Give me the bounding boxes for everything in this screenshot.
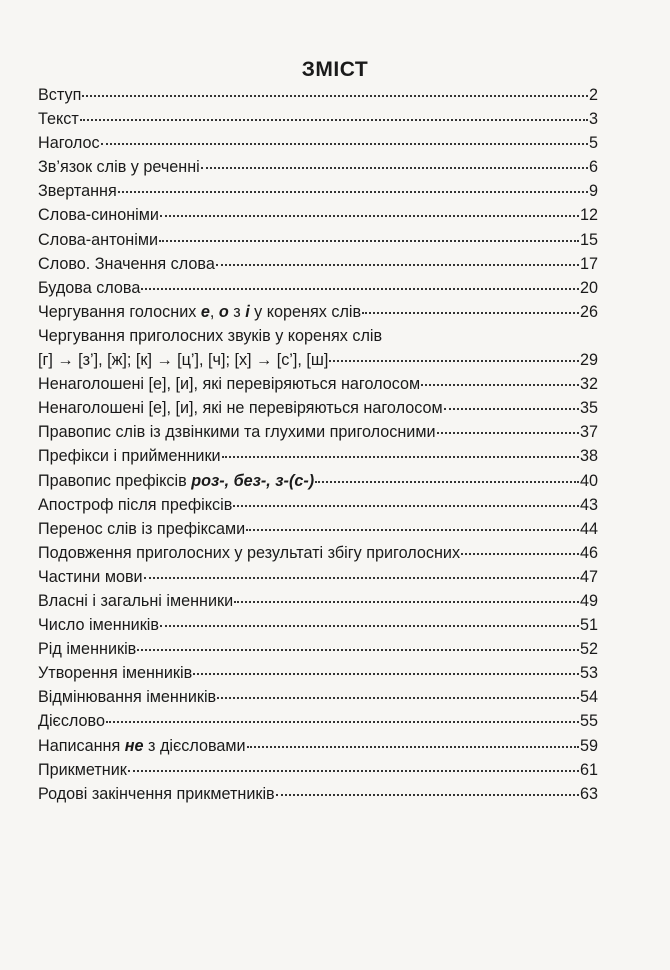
toc-entry-page: 63 <box>579 784 598 803</box>
toc-entry <box>38 616 598 640</box>
toc-entry-page: 47 <box>579 567 598 586</box>
leader-dots <box>118 191 588 193</box>
toc-entry-page: 35 <box>579 399 598 418</box>
toc-entry-label: Рід іменників <box>38 640 137 659</box>
toc-entry-page: 51 <box>579 616 598 635</box>
toc-entry-page: 61 <box>579 760 598 779</box>
toc-entry-label: Подовження приголосних у результаті збігу приголосних <box>38 543 461 562</box>
toc-entry <box>38 158 598 182</box>
leader-dots <box>106 721 579 723</box>
toc-entry-page: 20 <box>579 278 598 297</box>
toc-entry <box>38 664 598 688</box>
toc-entry-label: Родові закінчення прикметників <box>38 784 275 803</box>
toc-entry-label: Чергування приголосних звуків у коренях слів <box>38 326 383 345</box>
toc-entry-label: Наголос <box>38 134 100 153</box>
leader-dots <box>201 167 588 169</box>
toc-entry <box>38 568 598 592</box>
leader-dots <box>193 673 579 675</box>
toc-entry-label: Дієслово <box>38 712 105 731</box>
toc-entry-label: Слово. Значення слова <box>38 254 215 273</box>
toc-entry-page: 43 <box>579 495 598 514</box>
toc-entry-label: Правопис слів із дзвінкими та глухими приголосними <box>38 423 436 442</box>
toc-entry <box>38 544 598 568</box>
toc-entry-page: 5 <box>588 134 598 153</box>
toc-entry-page: 12 <box>579 206 598 225</box>
page-title: ЗМІСТ <box>301 58 369 81</box>
toc-entry-page: 6 <box>588 158 598 177</box>
toc-entry-label: Слова-антоніми <box>38 230 159 249</box>
toc-entry-label: Чергування голосних е, о з і у коренях слів <box>38 302 362 321</box>
toc-entry <box>38 110 598 134</box>
toc-entry-label: Утворення іменників <box>38 664 193 683</box>
toc-entry <box>38 327 598 351</box>
toc-entry-label: Число іменників <box>38 616 159 635</box>
toc-entry <box>38 351 598 375</box>
leader-dots <box>222 456 579 458</box>
toc-entry <box>38 279 598 303</box>
toc-entry <box>38 399 598 423</box>
toc-entry-page: 44 <box>579 519 598 538</box>
toc-entry-page: 17 <box>579 254 598 273</box>
toc-entry-page: 29 <box>579 351 598 370</box>
toc-entry-page: 46 <box>579 543 598 562</box>
leader-dots <box>144 577 579 579</box>
leader-dots <box>217 697 579 699</box>
toc-entry-label: [г] → [з’], [ж]; [к] → [ц’], [ч]; [х] → [с’], [ш] <box>38 351 329 370</box>
leader-dots <box>233 505 579 507</box>
toc-entry-page: 26 <box>579 302 598 321</box>
toc-entry <box>38 303 598 327</box>
toc-entry-label: Відмінювання іменників <box>38 688 217 707</box>
leader-dots <box>315 481 579 483</box>
toc-entry-label: Зв’язок слів у реченні <box>38 158 200 177</box>
leader-dots <box>141 288 579 290</box>
toc-entry <box>38 785 598 809</box>
toc-entry <box>38 520 598 544</box>
leader-dots <box>234 601 579 603</box>
toc-entry <box>38 496 598 520</box>
toc-entry-label: Вступ <box>38 86 82 104</box>
toc-entry-page: 52 <box>579 640 598 659</box>
leader-dots <box>80 119 588 121</box>
leader-dots <box>444 408 579 410</box>
toc-entry <box>38 255 598 279</box>
toc-entry-label: Звертання <box>38 182 117 201</box>
toc-entry-page: 2 <box>588 86 598 104</box>
toc-entry <box>38 712 598 736</box>
leader-dots <box>137 649 579 651</box>
toc-entry-page: 49 <box>579 591 598 610</box>
toc-entry-label: Частини мови <box>38 567 143 586</box>
leader-dots <box>421 384 579 386</box>
toc-entry <box>38 761 598 785</box>
toc-entry-page: 59 <box>579 736 598 755</box>
toc-entry <box>38 134 598 158</box>
toc-entry-page: 55 <box>579 712 598 731</box>
leader-dots <box>128 770 579 772</box>
toc-entry-label: Перенос слів із префіксами <box>38 519 246 538</box>
table-of-contents <box>38 86 598 809</box>
toc-entry-label: Власні і загальні іменники <box>38 591 234 610</box>
toc-entry <box>38 86 598 110</box>
toc-entry <box>38 447 598 471</box>
toc-entry-page: 37 <box>579 423 598 442</box>
toc-entry-page: 38 <box>579 447 598 466</box>
leader-dots <box>159 240 579 242</box>
toc-entry-label: Будова слова <box>38 278 141 297</box>
toc-entry <box>38 375 598 399</box>
toc-entry-label: Ненаголошені [е], [и], які перевіряються наголосом <box>38 375 421 394</box>
toc-entry-page: 32 <box>579 375 598 394</box>
toc-entry-page: 54 <box>579 688 598 707</box>
toc-entry <box>38 182 598 206</box>
toc-entry-label: Написання не з дієсловами <box>38 736 246 755</box>
toc-entry-page: 9 <box>588 182 598 201</box>
leader-dots <box>276 794 579 796</box>
toc-entry <box>38 737 598 761</box>
toc-entry <box>38 472 598 496</box>
leader-dots <box>329 360 579 362</box>
leader-dots <box>82 95 588 97</box>
leader-dots <box>216 264 579 266</box>
toc-entry-label: Слова-синоніми <box>38 206 159 225</box>
toc-entry-label: Правопис префіксів роз-, без-, з-(с-) <box>38 471 315 490</box>
leader-dots <box>160 625 579 627</box>
toc-entry <box>38 231 598 255</box>
toc-entry-page: 3 <box>588 110 598 129</box>
toc-entry-page: 15 <box>579 230 598 249</box>
toc-entry-label: Апостроф після префіксів <box>38 495 233 514</box>
leader-dots <box>461 553 579 555</box>
toc-entry <box>38 592 598 616</box>
leader-dots <box>247 746 579 748</box>
toc-entry <box>38 206 598 230</box>
toc-entry-page: 40 <box>579 471 598 490</box>
leader-dots <box>101 143 588 145</box>
toc-entry-label: Префікси і прийменники <box>38 447 221 466</box>
leader-dots <box>246 529 579 531</box>
toc-entry-page: 53 <box>579 664 598 683</box>
leader-dots <box>160 215 579 217</box>
toc-entry <box>38 423 598 447</box>
toc-entry <box>38 688 598 712</box>
toc-entry-label: Ненаголошені [е], [и], які не перевіряються наголосом <box>38 399 443 418</box>
toc-entry-label: Прикметник <box>38 760 127 779</box>
leader-dots <box>437 432 579 434</box>
toc-entry-label: Текст <box>38 110 79 129</box>
toc-entry <box>38 640 598 664</box>
leader-dots <box>362 312 579 314</box>
